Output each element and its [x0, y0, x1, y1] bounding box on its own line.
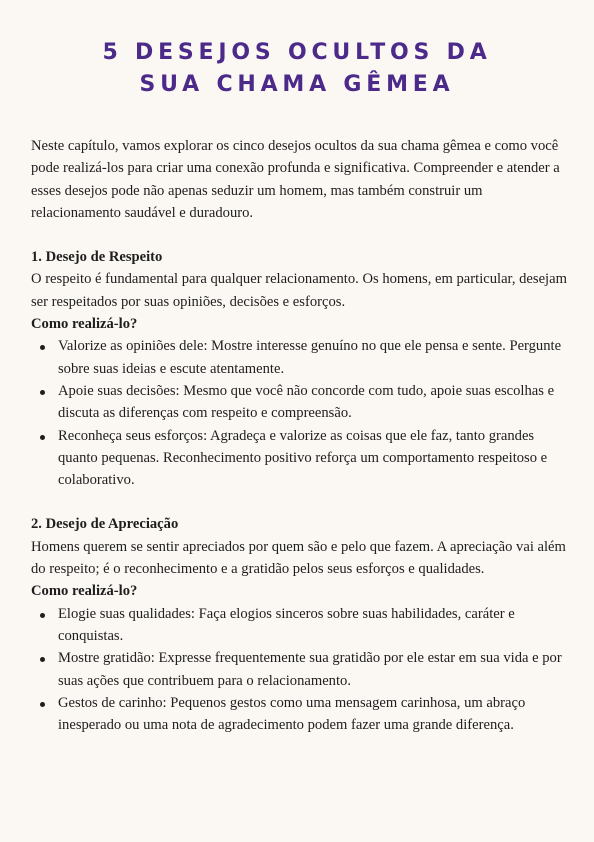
list-item [31, 335, 571, 380]
bullet-icon [40, 613, 45, 618]
list-item-text: Apoie suas decisões: Mesmo que você não concorde com tudo, apoie suas escolhas e discuta as diferenças com respeito e compreensão. [58, 382, 555, 422]
tips-list [31, 335, 571, 491]
bullet-icon [40, 702, 45, 707]
page-content [31, 135, 571, 758]
how-to-heading: Como realizá-lo? [31, 316, 138, 333]
list-item [31, 692, 571, 737]
section-body: O respeito é fundamental para qualquer relacionamento. Os homens, em particular, desejam ser respeitados por suas opiniões, decisões e esforços. [31, 271, 567, 310]
intro-paragraph: Neste capítulo, vamos explorar os cinco desejos ocultos da sua chama gêmea e como você pode realizá-los para criar uma conexão profunda e significativa. Compreender e atender a esses desejos pode não apenas seduzir um homem, mas também construir um relacionamento saudável e duradouro. [31, 138, 560, 221]
page-title-line-1: 5 DESEJOS OCULTOS DA [102, 40, 492, 65]
list-item-text: Mostre gratidão: Expresse frequentemente sua gratidão por ele estar em sua vida e por suas ações que contribuem para o relacionamento. [58, 650, 562, 689]
page-title [0, 37, 594, 101]
tips-list [31, 603, 571, 737]
page-title-line-2: SUA CHAMA GÊMEA [139, 72, 455, 97]
section-body: Homens querem se sentir apreciados por quem são e pelo que fazem. A apreciação vai além do respeito; é o reconhecimento e a gratidão pelos seus esforços e qualidades. [31, 538, 566, 578]
list-item-text: Gestos de carinho: Pequenos gestos como uma mensagem carinhosa, um abraço inesperado ou uma nota de agradecimento podem fazer uma grande diferença. [58, 694, 526, 734]
section-apreciacao [31, 513, 571, 736]
list-item-text: Valorize as opiniões dele: Mostre interesse genuíno no que ele pensa e sente. Pergunte sobre suas ideias e escute atentamente. [58, 338, 562, 377]
list-item [31, 380, 571, 425]
how-to-heading: Como realizá-lo? [31, 583, 138, 600]
section-respeito [31, 246, 571, 491]
list-item [31, 603, 571, 648]
bullet-icon [40, 435, 45, 440]
section-heading: 1. Desejo de Respeito [31, 249, 163, 266]
list-item [31, 647, 571, 692]
bullet-icon [40, 657, 45, 662]
list-item-text: Elogie suas qualidades: Faça elogios sinceros sobre suas habilidades, caráter e conquistas. [58, 605, 515, 644]
section-heading: 2. Desejo de Apreciação [31, 516, 179, 533]
list-item-text: Reconheça seus esforços: Agradeça e valorize as coisas que ele faz, tanto grandes quanto pequenas. Reconhecimento positivo reforça um comportamento respeitoso e colaborativo. [58, 427, 548, 489]
bullet-icon [40, 390, 45, 395]
bullet-icon [40, 345, 45, 350]
list-item [31, 425, 571, 492]
